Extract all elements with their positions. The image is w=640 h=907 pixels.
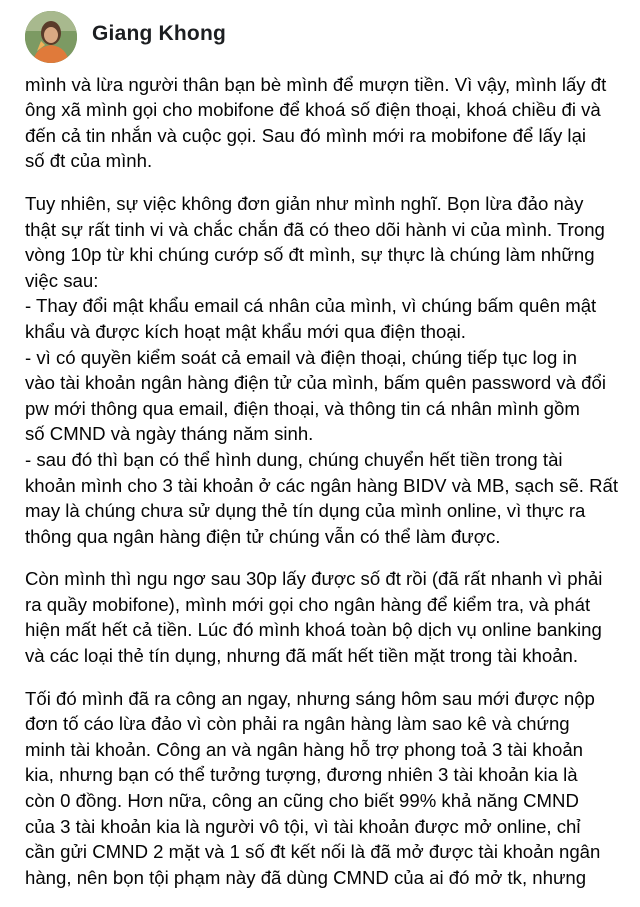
text-line: còn 0 đồng. Hơn nữa, công an cũng cho biết 99% khả năng CMND xyxy=(25,790,579,812)
text-line: ông xã mình gọi cho mobifone để khoá số điện thoại, khoá chiều đi và xyxy=(25,99,601,121)
post-text xyxy=(25,46,625,907)
text-line: vào tài khoản ngân hàng điện tử của mình, bấm quên password và đổi xyxy=(25,372,606,394)
text-line: đến cả tin nhắn và cuộc gọi. Sau đó mình mới ra mobifone để lấy lại xyxy=(25,124,587,146)
text-line: hàng, nên bọn tội phạm này đã dùng CMND của ai đó mở tk, nhưng xyxy=(25,866,587,888)
text-line: đơn tố cáo lừa đảo vì còn phải ra ngân hàng làm sao kê và chứng xyxy=(25,713,570,735)
text-line: và các loại thẻ tín dụng, nhưng đã mất hết tiền mặt trong tài khoản. xyxy=(25,645,579,667)
post-paragraph xyxy=(25,191,625,549)
author-name[interactable]: Giang Khong xyxy=(92,22,227,45)
text-line: khoản mình cho 3 tài khoản ở các ngân hàng BIDV và MB, sạch sẽ. Rất xyxy=(25,474,619,496)
text-line: - vì có quyền kiểm soát cả email và điện thoại, chúng tiếp tục log in xyxy=(25,346,577,368)
post-paragraph xyxy=(25,566,625,668)
text-line: số CMND và ngày tháng năm sinh. xyxy=(25,423,314,445)
text-line: mình và lừa người thân bạn bè mình để mượn tiền. Vì vậy, mình lấy đt xyxy=(25,73,607,95)
text-line: vòng 10p từ khi chúng cướp số đt mình, sự thực là chúng làm những xyxy=(25,244,595,266)
post-header xyxy=(0,0,640,72)
text-line: cần gửi CMND 2 mặt và 1 số đt kết nối là đã mở được tài khoản ngân xyxy=(25,841,601,863)
text-line: thông qua ngân hàng điện tử chúng vẫn có thể làm được. xyxy=(25,525,501,547)
text-line: Tối đó mình đã ra công an ngay, nhưng sáng hôm sau mới được nộp xyxy=(25,687,595,709)
text-line: kia, nhưng bạn có thể tưởng tượng, đương nhiên 3 tài khoản kia là xyxy=(25,764,578,786)
text-line: Tuy nhiên, sự việc không đơn giản như mình nghĩ. Bọn lừa đảo này xyxy=(25,192,584,214)
text-line: hiện mất hết cả tiền. Lúc đó mình khoá toàn bộ dịch vụ online banking xyxy=(25,619,602,641)
text-line: ra quầy mobifone), mình mới gọi cho ngân hàng để kiểm tra, và phát xyxy=(25,593,591,615)
text-line: may là chúng chưa sử dụng thẻ tín dụng của mình online, vì thực ra xyxy=(25,500,586,522)
text-line: thật sự rất tinh vi và chắc chắn đã có theo dõi hành vi của mình. Trong xyxy=(25,218,605,240)
text-line: pw mới thông qua email, điện thoại, và thông tin cá nhân mình gồm xyxy=(25,397,580,419)
text-line: khẩu và được kích hoạt mật khẩu mới qua điện thoại. xyxy=(25,320,466,342)
text-line: số đt của mình. xyxy=(25,150,153,172)
text-line: - Thay đổi mật khẩu email cá nhân của mình, vì chúng bấm quên mật xyxy=(25,295,597,317)
profile-photo-icon[interactable] xyxy=(25,11,77,63)
text-line: - sau đó thì bạn có thể hình dung, chúng chuyển hết tiền trong tài xyxy=(25,448,563,470)
text-line: của 3 tài khoản kia là người vô tội, vì tài khoản được mở online, chỉ xyxy=(25,815,581,837)
text-line: việc sau: xyxy=(25,269,99,291)
text-line: minh tài khoản. Công an và ngân hàng hỗ trợ phong toả 3 tài khoản xyxy=(25,738,584,760)
post-paragraph xyxy=(25,686,625,891)
text-line: Còn mình thì ngu ngơ sau 30p lấy được số đt rồi (đã rất nhanh vì phải xyxy=(25,568,603,590)
